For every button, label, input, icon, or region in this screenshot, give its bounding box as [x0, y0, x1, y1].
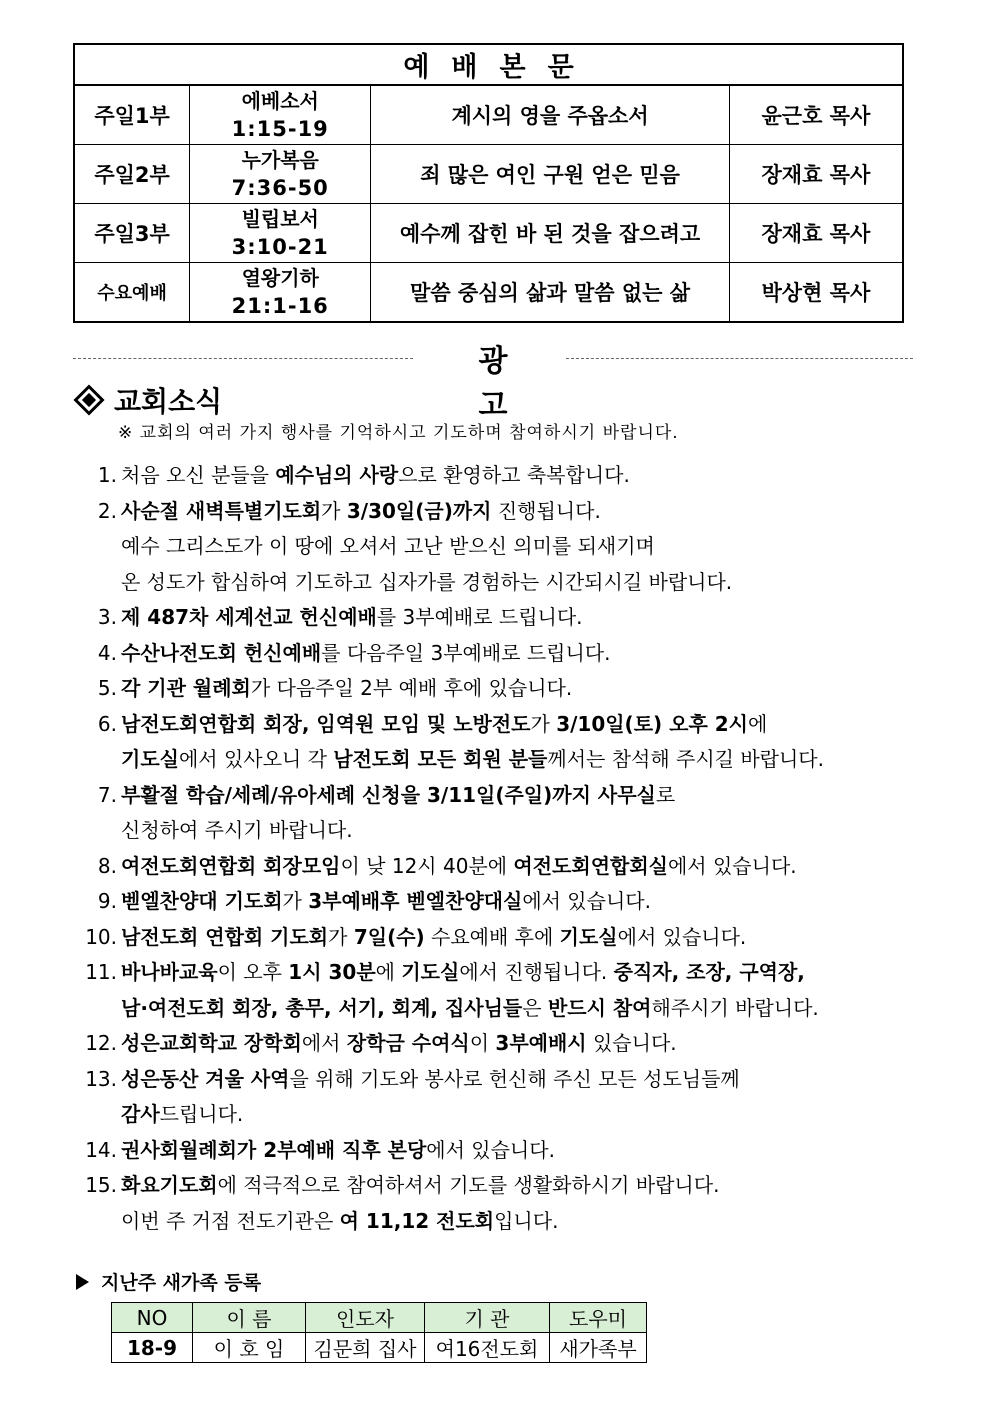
text-segment: 에 — [375, 960, 402, 984]
text-segment: 온 성도가 합심하여 기도하고 십자가를 경험하는 시간되시길 바랍니다. — [121, 569, 733, 594]
text-segment: 수요예배 후에 — [424, 924, 560, 949]
pastor-name: 윤근호 목사 — [729, 85, 903, 145]
scripture-book: 빌립보서 — [241, 207, 319, 231]
news-item-line — [121, 920, 746, 956]
news-item-line — [121, 458, 630, 494]
news-item-line — [121, 778, 675, 814]
emphasis-text: 남전도회연합회 회장, 임역원 모임 및 노방전도 — [121, 711, 531, 736]
text-segment: 을 위해 기도와 봉사로 헌신해 주신 모든 성도님들께 — [289, 1066, 740, 1091]
news-item-line — [121, 742, 824, 778]
emphasis-text: 수산나전도회 헌신예배 — [121, 640, 322, 665]
news-item — [70, 636, 930, 672]
text-segment: 에 적극적으로 참여하셔서 기도를 생활화하시기 바랍니다. — [217, 1173, 720, 1197]
table-cell: 새가족부 — [550, 1333, 647, 1363]
emphasis-text: 각 기관 월례회 — [121, 676, 251, 700]
news-item — [70, 458, 930, 494]
worship-row — [74, 204, 903, 263]
text-segment: 에서 있사오니 각 — [178, 747, 334, 771]
emphasis-text: 벧엘찬양대 기도회 — [121, 889, 283, 913]
news-item-number: 10. — [85, 924, 117, 949]
text-segment: 처음 오신 분들을 — [121, 463, 276, 487]
news-item — [70, 1168, 930, 1239]
news-list — [70, 458, 930, 1239]
news-item-number: 9. — [97, 889, 117, 913]
emphasis-text: 3/10일(토) 오후 2시 — [556, 711, 748, 736]
column-header: 도우미 — [550, 1303, 647, 1333]
news-item-number: 6. — [97, 711, 117, 736]
sermon-title: 말씀 중심의 삶과 말씀 없는 삶 — [371, 263, 729, 323]
text-segment: 진행됩니다. — [491, 498, 601, 523]
news-item-text — [121, 636, 611, 672]
text-segment: 예수 그리스도가 이 땅에 오셔서 고난 받으신 의미를 되새기며 — [121, 534, 655, 558]
table-row — [112, 1333, 647, 1363]
scripture-ref: 21:1-16 — [231, 294, 329, 318]
news-item-line — [121, 636, 611, 672]
news-item-line — [121, 565, 732, 601]
news-item-line — [121, 813, 675, 849]
text-segment: 가 — [530, 711, 557, 736]
emphasis-text: 남전도회 모든 회원 분들 — [333, 747, 548, 771]
emphasis-text: 반드시 참여 — [547, 995, 652, 1020]
new-family-table — [111, 1302, 647, 1363]
new-family-heading — [76, 1268, 261, 1295]
pastor-name: 박상현 목사 — [729, 263, 903, 323]
column-header: 기 관 — [425, 1303, 550, 1333]
sermon-title: 예수께 잡힌 바 된 것을 잡으려고 — [371, 204, 729, 263]
news-item — [70, 707, 930, 778]
news-item-text — [121, 778, 675, 849]
divider — [566, 358, 913, 359]
news-item-number: 8. — [97, 853, 117, 878]
news-item-text — [121, 707, 824, 778]
emphasis-text: 기도실 — [401, 960, 460, 984]
text-segment: 를 다음주일 3부예배로 드립니다. — [321, 640, 611, 665]
worship-table — [73, 43, 904, 323]
news-item-line — [121, 1062, 740, 1098]
emphasis-text: 기도실 — [559, 924, 618, 949]
text-segment: 드립니다. — [159, 1102, 244, 1126]
emphasis-text: 제 487차 세계선교 헌신예배 — [121, 605, 377, 629]
scripture-ref: 3:10-21 — [231, 235, 329, 259]
scripture — [190, 85, 371, 145]
text-segment: 에서 있습니다. — [522, 889, 651, 913]
emphasis-text: 기도실 — [121, 747, 179, 771]
text-segment: 에서 — [301, 1031, 347, 1055]
scripture-ref: 7:36-50 — [231, 176, 329, 200]
pastor-name: 장재효 목사 — [729, 145, 903, 204]
news-item-number: 3. — [97, 605, 117, 629]
sermon-title: 계시의 영을 주옵소서 — [371, 85, 729, 145]
news-item-text — [121, 920, 746, 956]
emphasis-text: 감사 — [121, 1102, 160, 1126]
news-item — [70, 1026, 930, 1062]
news-item-number: 1. — [97, 463, 117, 487]
news-item-line — [121, 529, 732, 565]
emphasis-text: 바나바교육 — [121, 960, 218, 984]
emphasis-text: 3부예배시 — [495, 1031, 587, 1055]
text-segment: 이 — [469, 1031, 496, 1055]
table-header-row — [112, 1303, 647, 1333]
table-cell: 이 호 임 — [193, 1333, 306, 1363]
divider — [73, 358, 413, 359]
text-segment: 입니다. — [494, 1208, 559, 1233]
news-item — [70, 1062, 930, 1133]
news-item — [70, 920, 930, 956]
text-segment: 이 오후 — [217, 960, 289, 984]
text-segment: 가 다음주일 2부 예배 후에 있습니다. — [250, 676, 573, 700]
diamond-icon — [73, 384, 104, 415]
scripture-book: 에베소서 — [241, 89, 319, 113]
column-header: NO — [112, 1303, 193, 1333]
emphasis-text: 3부예배후 벧엘찬양대실 — [308, 889, 523, 913]
news-item — [70, 778, 930, 849]
news-item — [70, 884, 930, 920]
service-name: 주일1부 — [74, 85, 190, 145]
table-cell: 18-9 — [112, 1333, 193, 1363]
emphasis-text: 7일(수) — [353, 924, 425, 949]
text-segment: 해주시기 바랍니다. — [651, 995, 819, 1020]
emphasis-text: 성은동산 겨울 사역 — [121, 1066, 290, 1091]
text-segment: 은 — [522, 995, 548, 1020]
column-header: 인도자 — [306, 1303, 425, 1333]
news-item — [70, 955, 930, 1026]
text-segment: 으로 환영하고 축복합니다. — [398, 463, 630, 487]
service-name: 수요예배 — [74, 263, 190, 323]
news-item-text — [121, 1026, 677, 1062]
news-item-line — [121, 1026, 677, 1062]
news-item-text — [121, 1168, 719, 1239]
news-item-number: 7. — [97, 782, 117, 807]
news-item-number: 12. — [85, 1031, 117, 1055]
text-segment: 가 — [282, 889, 309, 913]
emphasis-text: 여전도회연합회 회장모임 — [121, 853, 341, 878]
news-item-line — [121, 1097, 740, 1133]
triangle-bullet-icon — [76, 1274, 89, 1290]
news-item-text — [121, 1062, 740, 1133]
scripture — [190, 204, 371, 263]
worship-title: 예배본문 — [74, 44, 903, 85]
news-item-number: 2. — [97, 498, 117, 523]
emphasis-text: 사순절 새벽특별기도회 — [121, 498, 322, 523]
news-item-line — [121, 707, 824, 743]
news-item-text — [121, 1133, 555, 1169]
news-item-number: 4. — [97, 640, 117, 665]
news-item-text — [121, 955, 819, 1026]
text-segment: 에서 있습니다. — [667, 853, 797, 878]
scripture-book: 열왕기하 — [241, 266, 319, 290]
text-segment: 있습니다. — [586, 1031, 677, 1055]
news-item-number: 14. — [85, 1137, 117, 1162]
text-segment: 신청하여 주시기 바랍니다. — [121, 818, 353, 842]
text-segment: 에서 있습니다. — [617, 924, 747, 949]
text-segment: 가 — [328, 924, 354, 949]
news-item-number: 11. — [85, 960, 117, 984]
news-item-text — [121, 849, 797, 885]
emphasis-text: 남전도회 연합회 기도회 — [121, 924, 329, 949]
scripture — [190, 145, 371, 204]
news-item-text — [121, 600, 583, 636]
emphasis-text: 남·여전도회 회장, 총무, 서기, 회계, 집사님들 — [121, 995, 523, 1020]
worship-row — [74, 263, 903, 323]
sermon-title: 죄 많은 여인 구원 얻은 믿음 — [371, 145, 729, 204]
news-item-text — [121, 884, 651, 920]
news-item-number: 13. — [85, 1066, 117, 1091]
table-cell: 여16전도회 — [425, 1333, 550, 1363]
news-item — [70, 494, 930, 601]
worship-row — [74, 145, 903, 204]
church-news-heading — [78, 380, 222, 420]
pastor-name: 장재효 목사 — [729, 204, 903, 263]
text-segment: 에서 있습니다. — [426, 1137, 555, 1162]
news-item-line — [121, 1133, 555, 1169]
news-item-text — [121, 494, 732, 601]
news-item — [70, 600, 930, 636]
worship-row — [74, 85, 903, 145]
news-item — [70, 1133, 930, 1169]
text-segment: 를 3부예배로 드립니다. — [376, 605, 583, 629]
scripture — [190, 263, 371, 323]
column-header: 이 름 — [193, 1303, 306, 1333]
text-segment: 에 — [747, 711, 768, 736]
news-item — [70, 671, 930, 707]
emphasis-text: 성은교회학교 장학회 — [121, 1031, 302, 1055]
emphasis-text: 권사회월례회가 2부예배 직후 본당 — [121, 1137, 427, 1162]
news-item-line — [121, 991, 819, 1027]
news-item-line — [121, 1204, 719, 1240]
announcement-title: 광고 — [478, 344, 538, 423]
church-news-note: ※ 교회의 여러 가지 행사를 기억하시고 기도하며 참여하시기 바랍니다. — [118, 423, 679, 443]
table-cell: 김문희 집사 — [306, 1333, 425, 1363]
news-item-number: 15. — [85, 1173, 117, 1197]
church-news-title: 교회소식 — [114, 385, 223, 418]
text-segment: 에서 진행됩니다. — [459, 960, 614, 984]
new-family-title: 지난주 새가족 등록 — [101, 1272, 262, 1294]
news-item-line — [121, 494, 732, 530]
news-item-line — [121, 955, 819, 991]
text-segment: 가 — [321, 498, 347, 523]
emphasis-text: 예수님의 사랑 — [275, 463, 399, 487]
emphasis-text: 여전도회연합회실 — [513, 853, 668, 878]
text-segment: 께서는 참석해 주시길 바랍니다. — [547, 747, 824, 771]
news-item-line — [121, 671, 572, 707]
emphasis-text: 3/30일(금)까지 — [346, 498, 492, 523]
news-item — [70, 849, 930, 885]
emphasis-text: 중직자, 조장, 구역장, — [613, 960, 805, 984]
news-item-text — [121, 671, 572, 707]
scripture-ref: 1:15-19 — [231, 117, 329, 141]
news-item-number: 5. — [97, 676, 117, 700]
service-name: 주일3부 — [74, 204, 190, 263]
emphasis-text: 장학금 수여식 — [346, 1031, 470, 1055]
scripture-book: 누가복음 — [241, 148, 319, 172]
emphasis-text: 여 11,12 전도회 — [339, 1208, 495, 1233]
news-item-line — [121, 884, 651, 920]
service-name: 주일2부 — [74, 145, 190, 204]
emphasis-text: 1시 30분 — [288, 960, 376, 984]
news-item-line — [121, 600, 583, 636]
text-segment: 이번 주 거점 전도기관은 — [121, 1208, 340, 1233]
news-item-line — [121, 849, 797, 885]
news-item-text — [121, 458, 630, 494]
emphasis-text: 부활절 학습/세례/유아세례 신청을 3/11일(주일)까지 사무실 — [121, 782, 656, 807]
news-item-line — [121, 1168, 719, 1204]
text-segment: 로 — [655, 782, 676, 807]
text-segment: 이 낮 12시 40분에 — [340, 853, 514, 878]
emphasis-text: 화요기도회 — [121, 1173, 218, 1197]
